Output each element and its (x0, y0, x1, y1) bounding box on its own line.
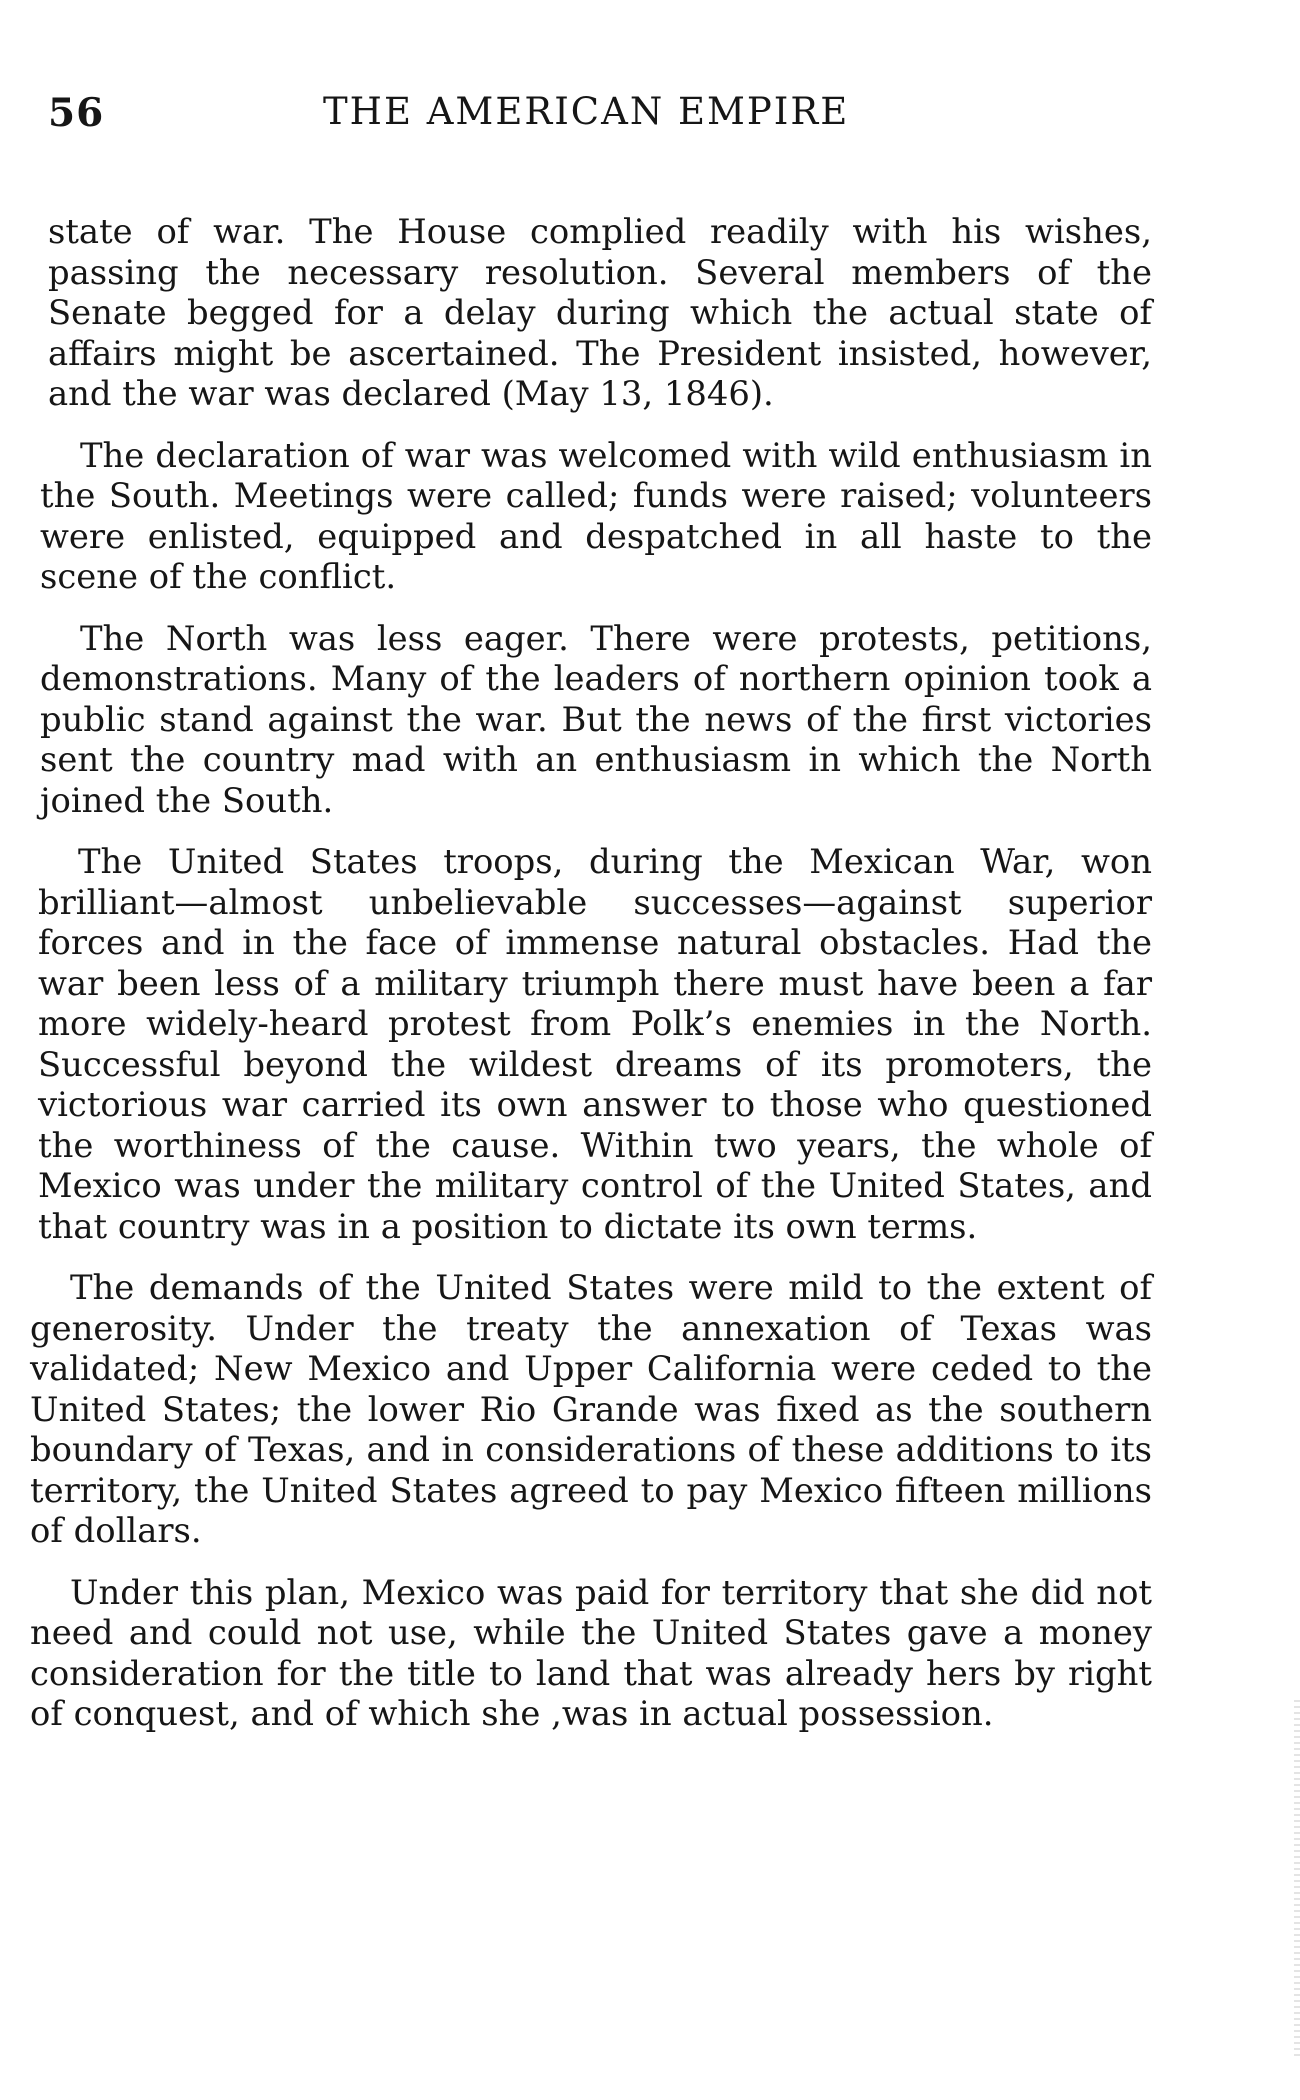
running-head (48, 90, 1148, 150)
paragraph-1: state of war. The House complied readily with his wishes, passing the necessary resolution. Several members of the Senate begged for a delay during which the actual state of affairs might be ascertained. The President insisted, however, and the war was declared (May 13, 1846). (48, 212, 1152, 413)
paragraph-2: The declaration of war was welcomed with wild enthusiasm in the South. Meetings were called; funds were raised; volunteers were enlisted, equipped and despatched in all haste to the scene of the conflict. (40, 435, 1152, 596)
paragraph-4: The United States troops, during the Mexican War, won brilliant—almost unbelievable successes—against superior forces and in the face of immense natural obstacles. Had the war been less of a military triumph there must have been a far more widely-heard protest from Polk’s enemies in the North. Successful beyond the wildest dreams of its promoters, the victorious war carried its own answer to those who questioned the worthiness of the cause. Within two years, the whole of Mexico was under the military control of the United States, and that country was in a position to dictate its own terms. (38, 842, 1152, 1246)
running-title: THE AMERICAN EMPIRE (323, 90, 850, 133)
page-edge-mark (1294, 1700, 1300, 2060)
paragraph-5: The demands of the United States were mild to the extent of generosity. Under the treaty the annexation of Texas was validated; New Mexico and Upper California were ceded to the United States; the lower Rio Grande was fixed as the southern boundary of Texas, and in considerations of these additions to its territory, the United States agreed to pay Mexico fifteen millions of dollars. (30, 1268, 1152, 1550)
paragraph-6: Under this plan, Mexico was paid for territory that she did not need and could not use, while the United States gave a money consideration for the title to land that was already hers by right of conquest, and of which she ,was in actual possession. (30, 1572, 1152, 1733)
page-number: 56 (48, 90, 105, 136)
paragraph-3: The North was less eager. There were protests, petitions, demonstrations. Many of the leaders of northern opinion took a public stand against the war. But the news of the first victories sent the country mad with an enthusiasm in which the North joined the South. (40, 618, 1152, 820)
body-text (30, 212, 1152, 1756)
